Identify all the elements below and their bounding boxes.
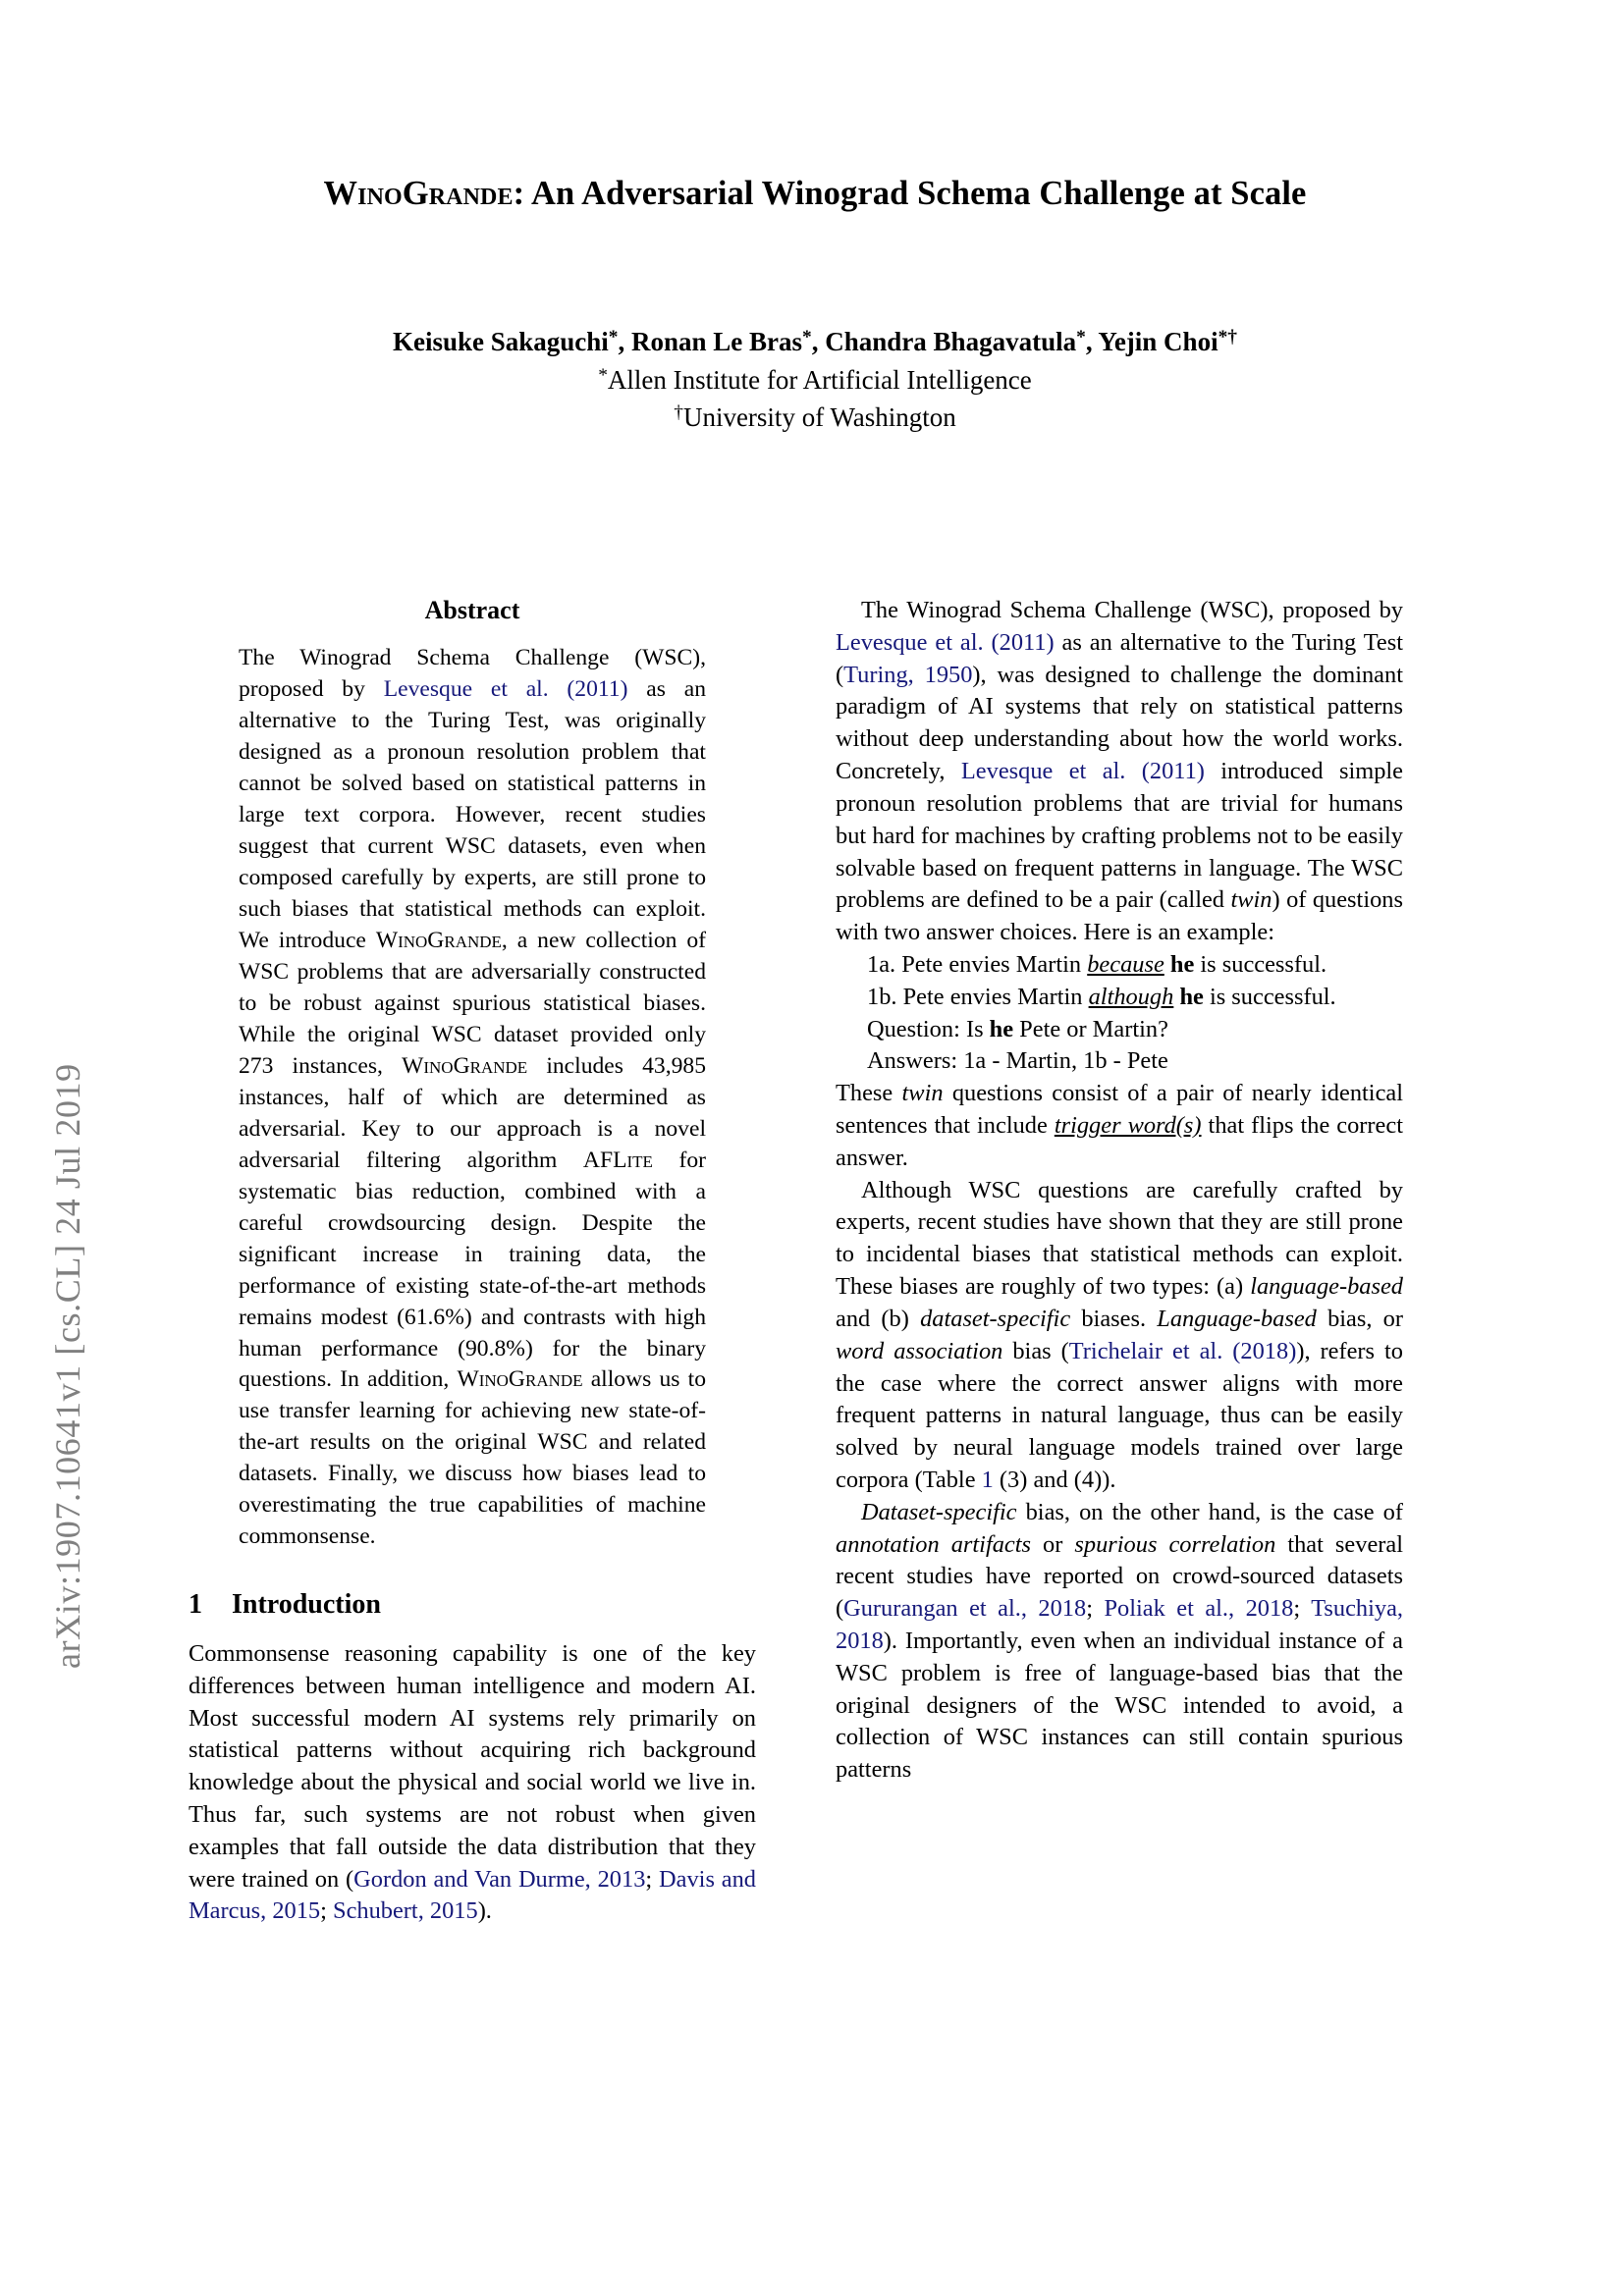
answers-label: Answers: (867, 1047, 958, 1075)
affiliation-text-2: University of Washington (682, 402, 956, 432)
rc2-text-c: that flips the correct answer. (836, 1112, 1403, 1171)
author-name-1: Keisuke Sakaguchi (392, 327, 609, 356)
list-item (867, 949, 1403, 982)
citation-levesque-2011-rc2[interactable]: Levesque et al. (2011) (960, 758, 1205, 785)
title-rest: : An Adversarial Winograd Schema Challenge at Scale (513, 175, 1307, 212)
rc-text-d: introduced simple pronoun resolution problems that are trivial for humans but hard for machines by crafting problems not to be easily solvable based on frequent patterns in language. The WSC problems are defined to be a pair (called (836, 758, 1403, 914)
right-paragraph-1 (836, 595, 1403, 949)
affiliation-mark-1: * (598, 364, 608, 386)
introduction-paragraph-1 (189, 1638, 756, 1928)
citation-davis-marcus-2015[interactable]: Davis and Marcus, 2015 (189, 1865, 756, 1925)
author-mark-2: * (802, 326, 812, 347)
author-name-3: Chandra Bhagavatula (825, 327, 1077, 356)
question-post: Pete or Martin? (1013, 1015, 1168, 1042)
trigger-word-phrase: trigger word(s) (1054, 1112, 1202, 1139)
rc-italic-twin-2: twin (901, 1080, 944, 1107)
reference-table-1[interactable]: 1 (981, 1466, 994, 1493)
list-item (867, 982, 1403, 1014)
rc3-text-a: Although WSC questions are carefully crafted by experts, recent studies have shown that they are still prone to incidental biases that statistical methods can exploit. These biases are roughly of two types: (a) (836, 1176, 1403, 1301)
rc-italic-word-association: word association (836, 1337, 1003, 1364)
abstract-text-d: includes 43,985 instances, half of which are determined as adversarial. Key to our approach is a novel adversarial filtering algorithm (239, 1052, 706, 1173)
title-block (182, 173, 1448, 215)
rc3-text-b: and (b) (836, 1305, 921, 1332)
citation-levesque-2011-rc1[interactable]: Levesque et al. (2011) (836, 628, 1055, 656)
rc-italic-annotation-artifacts: annotation artifacts (836, 1530, 1032, 1558)
affiliation-mark-2: † (674, 401, 683, 423)
example-pre-1b: Pete envies Martin (902, 983, 1089, 1010)
section-title: Introduction (232, 1589, 381, 1621)
rc4-sep-1: ; (1086, 1595, 1105, 1623)
intro-sep-1: ; (645, 1865, 660, 1893)
example-post-1b: is successful. (1203, 983, 1336, 1010)
author-line: Keisuke Sakaguchi*, Ronan Le Bras*, Chandra Bhagavatula*, Yejin Choi*† (392, 326, 1238, 356)
intro-sep-2: ; (320, 1897, 333, 1925)
example-label-1a: 1a. (867, 950, 896, 978)
question-pre: Is (959, 1015, 990, 1042)
author-mark-1: * (608, 326, 619, 347)
right-paragraph-2 (836, 1078, 1403, 1174)
question-label: Question: (867, 1015, 960, 1042)
affiliation-2 (182, 400, 1448, 436)
section-number: 1 (189, 1589, 202, 1621)
author-name-2: Ronan Le Bras (631, 327, 803, 356)
author-mark-3: * (1076, 326, 1086, 347)
pronoun-he-question: he (989, 1015, 1014, 1042)
affiliation-1 (182, 362, 1448, 399)
rc-text-e: ) of questions with two answer choices. Here is an example: (836, 886, 1403, 946)
citation-gururangan-2018[interactable]: Gururangan et al., 2018 (843, 1595, 1087, 1623)
rc2-text-b: questions consist of a pair of nearly identical sentences that include (836, 1080, 1403, 1139)
rc-text-c: ), was designed to challenge the dominant paradigm of AI systems that rely on statistical patterns without deep understanding about how the world works. Concretely, (836, 661, 1403, 785)
abstract-text-e: for systematic bias reduction, combined with a careful crowdsourcing design. Despite the significant increase in training data, the performance of existing state-of-the-art methods remains modest (61.6%) and contrasts with high human performance (90.8%) for the binary questions. In addition, (239, 1147, 706, 1393)
rc4-sep-2: ; (1293, 1595, 1312, 1623)
abstract-smallcaps-winogrande-2: WinoGrande (402, 1052, 528, 1079)
author-name-4: Yejin Choi (1098, 327, 1218, 356)
rc4-text-a: bias, on the other hand, is the case of (1016, 1498, 1403, 1525)
right-column (836, 595, 1403, 1787)
intro-text-a: Commonsense reasoning capability is one of the key differences between human intelligence and modern AI. Most successful modern AI systems rely primarily on statistical patterns without acquiring rich background knowledge about the physical and social world we live in. Thus far, such systems are not robust when given examples that fall outside the data distribution that they were trained on ( (189, 1639, 756, 1893)
citation-gordon-van-durme-2013[interactable]: Gordon and Van Durme, 2013 (353, 1865, 646, 1893)
answers-text: 1a - Martin, 1b - Pete (957, 1047, 1168, 1075)
abstract-smallcaps-winogrande-3: WinoGrande (457, 1366, 583, 1393)
pronoun-he-1b: he (1179, 983, 1204, 1010)
rc-text-b: as an alternative to the Turing Test ( (836, 628, 1403, 688)
rc2-text-a: These (836, 1080, 902, 1107)
section-heading-introduction (189, 1588, 756, 1622)
example-pre-1a: Pete envies Martin (901, 950, 1088, 978)
rc3-text-c: biases. (1070, 1305, 1158, 1332)
trigger-word-although: although (1088, 983, 1174, 1010)
abstract-smallcaps-aflite: AFLite (582, 1147, 653, 1173)
affiliation-text-1: Allen Institute for Artificial Intelligence (607, 365, 1032, 395)
left-column (189, 595, 756, 1928)
rc4-text-b: or (1031, 1530, 1075, 1558)
abstract-paragraph (239, 643, 706, 1553)
list-item (867, 1045, 1403, 1078)
abstract-text-b: as an alternative to the Turing Test, was originally designed as a pronoun resolution problem that cannot be solved based on statistical patterns in large text corpora. However, recent studies suggest that current WSC datasets, even when composed carefully by experts, are still prone to such biases that statistical methods can exploit. We introduce (239, 676, 706, 953)
citation-levesque-2011[interactable]: Levesque et al. (2011) (383, 676, 628, 703)
abstract-smallcaps-winogrande-1: WinoGrande (375, 927, 502, 953)
abstract-text-f: allows us to use transfer learning for achieving new state-of-the-art results on the original WSC and related datasets. Finally, we discuss how biases lead to overestimating the true capabilities of machine commonsense. (239, 1366, 706, 1550)
author-mark-4: *† (1218, 326, 1238, 347)
arxiv-stamp: arXiv:1907.10641v1 [cs.CL] 24 Jul 2019 (48, 1063, 87, 1669)
rc-italic-dataset-specific-1: dataset-specific (920, 1305, 1071, 1332)
list-item (867, 1014, 1403, 1046)
example-post-1a: is successful. (1194, 950, 1327, 978)
rc3-text-f: ), refers to the case where the correct answer aligns with more frequent patterns in natural language, thus can be easily solved by neural language models trained over large corpora (Table (836, 1337, 1403, 1493)
citation-poliak-2018[interactable]: Poliak et al., 2018 (1104, 1595, 1294, 1623)
intro-text-b: ). (477, 1897, 492, 1925)
rc-italic-language-based-2: Language-based (1157, 1305, 1317, 1332)
abstract-text-c: , a new collection of WSC problems that are adversarially constructed to be robust against spurious statistical biases. While the original WSC dataset provided only 273 instances, (239, 927, 707, 1079)
page-title (182, 173, 1448, 215)
title-smallcaps-prefix: WinoGrande (323, 175, 514, 212)
rc-text-a: The Winograd Schema Challenge (WSC), proposed by (861, 597, 1403, 623)
rc3-text-e: bias ( (1002, 1337, 1069, 1364)
rc-italic-language-based-1: language-based (1250, 1273, 1403, 1301)
pronoun-he-1a: he (1169, 950, 1195, 978)
rc-italic-dataset-specific-2: Dataset-specific (861, 1498, 1017, 1525)
wsc-example-list (836, 949, 1403, 1078)
abstract-text-a: The Winograd Schema Challenge (WSC), proposed by (239, 645, 706, 703)
rc4-text-c: that several recent studies have reported on crowd-sourced datasets ( (836, 1530, 1403, 1623)
rc3-text-d: bias, or (1316, 1305, 1403, 1332)
citation-turing-1950[interactable]: Turing, 1950 (843, 661, 973, 688)
example-label-1b: 1b. (867, 983, 897, 1010)
citation-trichelair-2018[interactable]: Trichelair et al. (2018) (1068, 1337, 1297, 1364)
rc4-text-d: ). Importantly, even when an individual instance of a WSC problem is free of language-based bias that the original designers of the WSC intended to avoid, a collection of WSC instances can still contain spurious patterns (836, 1628, 1403, 1784)
abstract-heading: Abstract (424, 596, 520, 624)
rc-italic-spurious-correlation: spurious correlation (1074, 1530, 1276, 1558)
right-paragraph-3 (836, 1175, 1403, 1497)
right-paragraph-4 (836, 1497, 1403, 1787)
rc3-text-g: (3) and (4)). (993, 1466, 1116, 1493)
citation-schubert-2015[interactable]: Schubert, 2015 (333, 1897, 478, 1925)
rc-italic-twin-1: twin (1230, 886, 1272, 914)
citation-tsuchiya-2018[interactable]: Tsuchiya, 2018 (836, 1595, 1403, 1654)
trigger-word-because: because (1087, 950, 1164, 978)
abstract-section (239, 595, 706, 1553)
